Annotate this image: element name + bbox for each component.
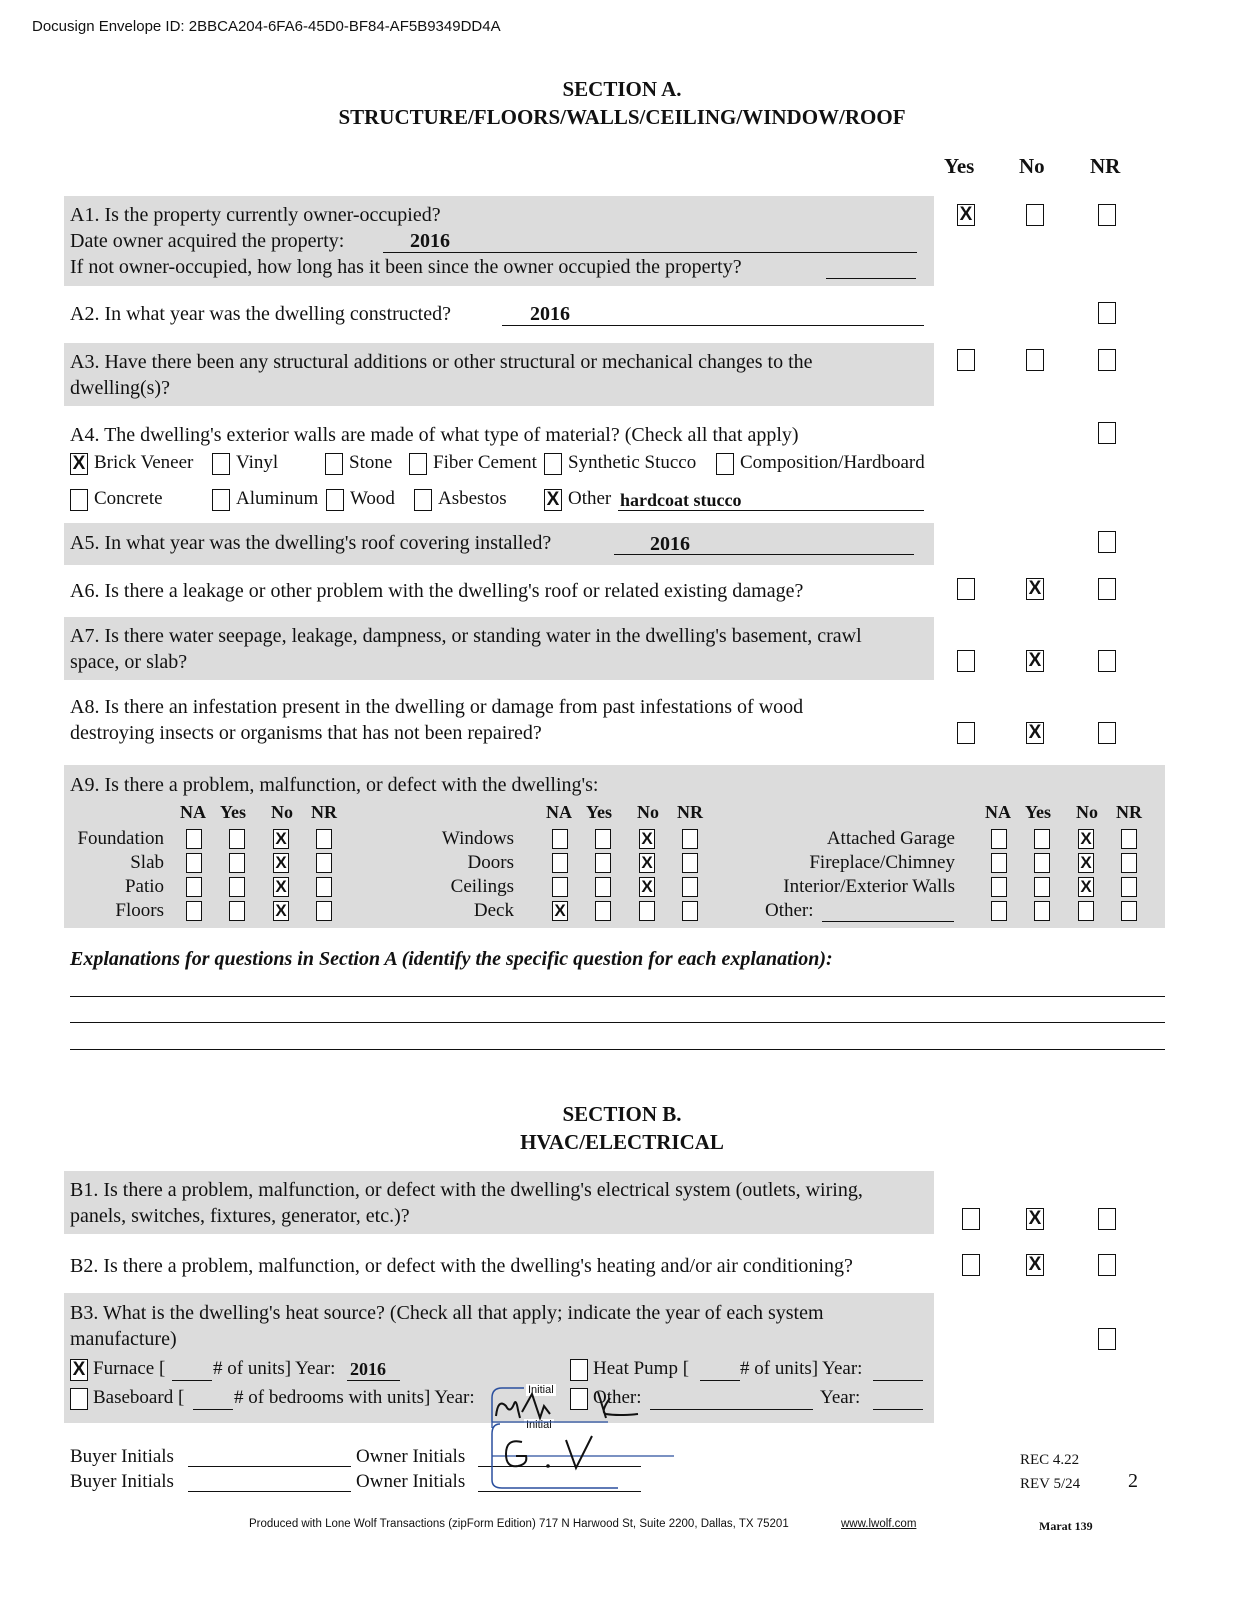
- a9-ceilings-label: Ceilings: [450, 876, 514, 897]
- col-nr-header: NR: [1090, 154, 1121, 178]
- a9-ceilings-na[interactable]: [552, 877, 568, 897]
- a7-nr-checkbox[interactable]: [1098, 650, 1116, 672]
- a9-windows-nr[interactable]: [682, 829, 698, 849]
- material-stone-checkbox[interactable]: [325, 453, 343, 475]
- a1-no-checkbox[interactable]: [1026, 204, 1044, 226]
- a9-patio-nr[interactable]: [316, 877, 332, 897]
- a6-nr-checkbox[interactable]: [1098, 578, 1116, 600]
- b3-other-year-label: Year:: [820, 1387, 861, 1408]
- material-fiber-cement-checkbox[interactable]: [409, 453, 427, 475]
- a9-other-line[interactable]: [822, 921, 954, 922]
- a4-question: A4. The dwelling's exterior walls are made of what type of material? (Check all that apply): [70, 424, 799, 446]
- a9-other-na[interactable]: [991, 901, 1007, 921]
- a9-floors-nr[interactable]: [316, 901, 332, 921]
- material-aluminum-checkbox[interactable]: [212, 489, 230, 511]
- a9-fireplace-label: Fireplace/Chimney: [809, 852, 955, 873]
- b1-yes-checkbox[interactable]: [962, 1208, 980, 1230]
- a2-question: A2. In what year was the dwelling constructed?: [70, 303, 451, 325]
- a9-garage-yes[interactable]: [1034, 829, 1050, 849]
- a9-ceilings-yes[interactable]: [595, 877, 611, 897]
- rec-version: REC 4.22: [1020, 1452, 1080, 1468]
- b2-question: B2. Is there a problem, malfunction, or defect with the dwelling's heating and/or air conditioning?: [70, 1255, 853, 1277]
- b3-other-year-line[interactable]: [873, 1409, 923, 1410]
- buyer-initials-line-2[interactable]: [188, 1491, 351, 1492]
- a7-question-line2: space, or slab?: [70, 651, 188, 673]
- b3-heatpump-checkbox[interactable]: [570, 1359, 588, 1381]
- owner-initials-label-1: Owner Initials: [356, 1446, 466, 1467]
- a3-no-checkbox[interactable]: [1026, 349, 1044, 371]
- a9-foundation-nr[interactable]: [316, 829, 332, 849]
- a9-slab-na[interactable]: [186, 853, 202, 873]
- a9-attached-garage-label: Attached Garage: [826, 828, 955, 849]
- a9-g3-no-header: No: [1076, 802, 1098, 822]
- b3-nr-checkbox[interactable]: [1098, 1328, 1116, 1350]
- section-a-title: SECTION A.: [562, 77, 682, 101]
- a7-no-checkbox[interactable]: [1026, 650, 1044, 672]
- b3-heatpump-label: Heat Pump [: [593, 1358, 690, 1379]
- b3-furnace-units-label: # of units] Year:: [213, 1358, 336, 1379]
- b2-no-checkbox[interactable]: [1026, 1254, 1044, 1276]
- material-fiber-cement-label: Fiber Cement: [433, 452, 537, 473]
- b3-heatpump-year-line[interactable]: [873, 1380, 923, 1381]
- a6-yes-checkbox[interactable]: [957, 578, 975, 600]
- b3-furnace-checkbox[interactable]: [70, 1359, 88, 1381]
- a9-g1-na-header: NA: [180, 802, 206, 822]
- material-other-checkbox[interactable]: [544, 489, 562, 511]
- col-no-header: No: [1019, 154, 1045, 178]
- a1-nr-checkbox[interactable]: [1098, 204, 1116, 226]
- explanation-line-1[interactable]: [70, 996, 1165, 997]
- b3-baseboard-checkbox[interactable]: [70, 1388, 88, 1410]
- material-vinyl-checkbox[interactable]: [212, 453, 230, 475]
- a9-slab-no[interactable]: [273, 853, 289, 873]
- material-brick-veneer-checkbox[interactable]: [70, 453, 88, 475]
- a5-value[interactable]: 2016: [650, 533, 690, 555]
- a9-g3-yes-header: Yes: [1025, 802, 1051, 822]
- a3-question-line1: A3. Have there been any structural additions or other structural or mechanical changes to the: [70, 351, 813, 373]
- b3-other-label: Other:: [593, 1387, 642, 1408]
- b3-question-line1: B3. What is the dwelling's heat source? (Check all that apply; indicate the year of each system: [70, 1302, 824, 1324]
- explanation-line-2[interactable]: [70, 1022, 1165, 1023]
- material-aluminum-label: Aluminum: [236, 488, 319, 509]
- rev-version: REV 5/24: [1020, 1476, 1081, 1492]
- a9-doors-nr[interactable]: [682, 853, 698, 873]
- b3-heatpump-units-label: # of units] Year:: [740, 1358, 863, 1379]
- b3-question-line2: manufacture): [70, 1328, 177, 1350]
- a4-nr-checkbox[interactable]: [1098, 422, 1116, 444]
- a9-fireplace-na[interactable]: [991, 853, 1007, 873]
- b1-no-checkbox[interactable]: [1026, 1208, 1044, 1230]
- marat-tag: Marat 139: [1039, 1519, 1093, 1533]
- a9-garage-nr[interactable]: [1121, 829, 1137, 849]
- a9-other-nr[interactable]: [1121, 901, 1137, 921]
- a9-walls-na[interactable]: [991, 877, 1007, 897]
- initial-tag-1: Initial: [528, 1384, 554, 1396]
- a9-floors-no[interactable]: [273, 901, 289, 921]
- a9-question: A9. Is there a problem, malfunction, or defect with the dwelling's:: [70, 774, 599, 796]
- section-b-title: SECTION B.: [562, 1102, 682, 1126]
- a6-question: A6. Is there a leakage or other problem with the dwelling's roof or related existing damage?: [70, 580, 804, 602]
- section-b-subtitle: HVAC/ELECTRICAL: [520, 1130, 724, 1154]
- initial-tag-2: Initial: [526, 1419, 552, 1431]
- handwritten-initials-signature[interactable]: [488, 1384, 688, 1494]
- b3-baseboard-units-line[interactable]: [193, 1409, 233, 1410]
- a9-other-no[interactable]: [1078, 901, 1094, 921]
- b3-furnace-label: Furnace [: [93, 1358, 166, 1379]
- material-brick-veneer-label: Brick Veneer: [94, 452, 194, 473]
- a9-foundation-no[interactable]: [273, 829, 289, 849]
- a9-g1-yes-header: Yes: [220, 802, 246, 822]
- a9-g2-na-header: NA: [546, 802, 572, 822]
- a9-deck-nr[interactable]: [682, 901, 698, 921]
- a9-slab-nr[interactable]: [316, 853, 332, 873]
- a9-patio-na[interactable]: [186, 877, 202, 897]
- a9-ceilings-no[interactable]: [639, 877, 655, 897]
- a9-g1-no-header: No: [271, 802, 293, 822]
- a5-question: A5. In what year was the dwelling's roof covering installed?: [70, 532, 552, 554]
- a9-garage-na[interactable]: [991, 829, 1007, 849]
- a9-windows-no[interactable]: [639, 829, 655, 849]
- a1-date-label: Date owner acquired the property:: [70, 230, 345, 252]
- a9-fireplace-nr[interactable]: [1121, 853, 1137, 873]
- material-synthetic-stucco-checkbox[interactable]: [544, 453, 562, 475]
- b1-question-line1: B1. Is there a problem, malfunction, or defect with the dwelling's electrical system (outlets, wiring,: [70, 1179, 863, 1201]
- a1-not-occupied-line[interactable]: [826, 278, 916, 279]
- material-other-label: Other: [568, 488, 612, 509]
- a9-deck-no[interactable]: [639, 901, 655, 921]
- a9-other-label: Other:: [765, 900, 814, 921]
- a9-doors-no[interactable]: [639, 853, 655, 873]
- a1-date-line: [383, 252, 917, 253]
- a7-question-line1: A7. Is there water seepage, leakage, dampness, or standing water in the dwelling's basement, crawl: [70, 625, 862, 647]
- a9-g2-yes-header: Yes: [586, 802, 612, 822]
- a8-nr-checkbox[interactable]: [1098, 722, 1116, 744]
- a9-g3-nr-header: NR: [1116, 802, 1142, 822]
- material-wood-checkbox[interactable]: [326, 489, 344, 511]
- a3-nr-checkbox[interactable]: [1098, 349, 1116, 371]
- b3-furnace-year[interactable]: 2016: [350, 1359, 386, 1379]
- a9-doors-label: Doors: [467, 852, 514, 873]
- material-composition-checkbox[interactable]: [716, 453, 734, 475]
- a9-windows-yes[interactable]: [595, 829, 611, 849]
- a9-deck-yes[interactable]: [595, 901, 611, 921]
- a9-windows-label: Windows: [441, 828, 514, 849]
- a9-garage-no[interactable]: [1078, 829, 1094, 849]
- material-asbestos-label: Asbestos: [438, 488, 507, 509]
- a3-yes-checkbox[interactable]: [957, 349, 975, 371]
- section-a-subtitle: STRUCTURE/FLOORS/WALLS/CEILING/WINDOW/ROOF: [338, 105, 906, 129]
- b3-furnace-year-line: [347, 1380, 400, 1381]
- a8-no-checkbox[interactable]: [1026, 722, 1044, 744]
- a9-foundation-label: Foundation: [77, 828, 164, 849]
- envelope-id: Docusign Envelope ID: 2BBCA204-6FA6-45D0-BF84-AF5B9349DD4A: [32, 18, 501, 35]
- a2-nr-checkbox[interactable]: [1098, 302, 1116, 324]
- a9-g1-nr-header: NR: [311, 802, 337, 822]
- a9-patio-yes[interactable]: [229, 877, 245, 897]
- a9-floors-yes[interactable]: [229, 901, 245, 921]
- b1-nr-checkbox[interactable]: [1098, 1208, 1116, 1230]
- buyer-initials-line-1[interactable]: [188, 1466, 351, 1467]
- buyer-initials-label-2: Buyer Initials: [70, 1471, 174, 1492]
- a9-deck-na[interactable]: [552, 901, 568, 921]
- b1-question-line2: panels, switches, fixtures, generator, etc.)?: [70, 1205, 410, 1227]
- a9-other-yes[interactable]: [1034, 901, 1050, 921]
- a9-walls-label: Interior/Exterior Walls: [783, 876, 955, 897]
- a9-walls-yes[interactable]: [1034, 877, 1050, 897]
- a6-no-checkbox[interactable]: [1026, 578, 1044, 600]
- a7-yes-checkbox[interactable]: [957, 650, 975, 672]
- a9-slab-yes[interactable]: [229, 853, 245, 873]
- explanation-line-3[interactable]: [70, 1049, 1165, 1050]
- a9-fireplace-yes[interactable]: [1034, 853, 1050, 873]
- buyer-initials-label-1: Buyer Initials: [70, 1446, 174, 1467]
- a9-deck-label: Deck: [473, 900, 514, 921]
- material-concrete-checkbox[interactable]: [70, 489, 88, 511]
- explanations-heading: Explanations for questions in Section A (identify the specific question for each explanation):: [70, 948, 833, 970]
- a8-question-line1: A8. Is there an infestation present in the dwelling or damage from past infestations of wood: [70, 696, 804, 718]
- a9-g2-no-header: No: [637, 802, 659, 822]
- a9-floors-na[interactable]: [186, 901, 202, 921]
- a9-foundation-na[interactable]: [186, 829, 202, 849]
- a9-doors-yes[interactable]: [595, 853, 611, 873]
- page-number: 2: [1128, 1470, 1138, 1492]
- a9-windows-na[interactable]: [552, 829, 568, 849]
- a9-walls-nr[interactable]: [1121, 877, 1137, 897]
- a9-foundation-yes[interactable]: [229, 829, 245, 849]
- a1-yes-checkbox[interactable]: [957, 204, 975, 226]
- a9-floors-label: Floors: [115, 900, 164, 921]
- b3-furnace-units-line[interactable]: [172, 1380, 212, 1381]
- a9-slab-label: Slab: [130, 852, 164, 873]
- a2-value[interactable]: 2016: [530, 303, 570, 325]
- a8-yes-checkbox[interactable]: [957, 722, 975, 744]
- col-yes-header: Yes: [944, 154, 975, 178]
- a8-question-line2: destroying insects or organisms that has not been repaired?: [70, 722, 542, 744]
- a9-walls-no[interactable]: [1078, 877, 1094, 897]
- material-vinyl-label: Vinyl: [236, 452, 279, 473]
- material-composition-label: Composition/Hardboard: [740, 452, 925, 473]
- material-stone-label: Stone: [349, 452, 393, 473]
- material-other-value[interactable]: hardcoat stucco: [620, 490, 742, 510]
- a9-g2-nr-header: NR: [677, 802, 703, 822]
- produced-with-text: Produced with Lone Wolf Transactions (zipForm Edition) 717 N Harwood St, Suite 2200, Dallas, TX 75201: [249, 1518, 789, 1530]
- b2-yes-checkbox[interactable]: [962, 1254, 980, 1276]
- a1-date-value[interactable]: 2016: [410, 230, 450, 252]
- b3-baseboard-label: Baseboard [: [93, 1387, 185, 1408]
- a1-not-occupied: If not owner-occupied, how long has it been since the owner occupied the property?: [70, 256, 742, 278]
- material-concrete-label: Concrete: [94, 488, 163, 509]
- a9-doors-na[interactable]: [552, 853, 568, 873]
- material-wood-label: Wood: [350, 488, 395, 509]
- a5-nr-checkbox[interactable]: [1098, 531, 1116, 553]
- a9-ceilings-nr[interactable]: [682, 877, 698, 897]
- a9-patio-label: Patio: [124, 876, 164, 897]
- a9-g3-na-header: NA: [985, 802, 1011, 822]
- material-asbestos-checkbox[interactable]: [414, 489, 432, 511]
- a9-patio-no[interactable]: [273, 877, 289, 897]
- b2-nr-checkbox[interactable]: [1098, 1254, 1116, 1276]
- material-synthetic-stucco-label: Synthetic Stucco: [568, 452, 697, 473]
- a3-question-line2: dwelling(s)?: [70, 377, 170, 399]
- lwolf-link[interactable]: www.lwolf.com: [841, 1518, 917, 1530]
- a9-fireplace-no[interactable]: [1078, 853, 1094, 873]
- owner-initials-label-2: Owner Initials: [356, 1471, 466, 1492]
- b3-heatpump-units-line[interactable]: [700, 1380, 740, 1381]
- b3-baseboard-units-label: # of bedrooms with units] Year:: [234, 1387, 475, 1408]
- a1-question: A1. Is the property currently owner-occupied?: [70, 204, 441, 226]
